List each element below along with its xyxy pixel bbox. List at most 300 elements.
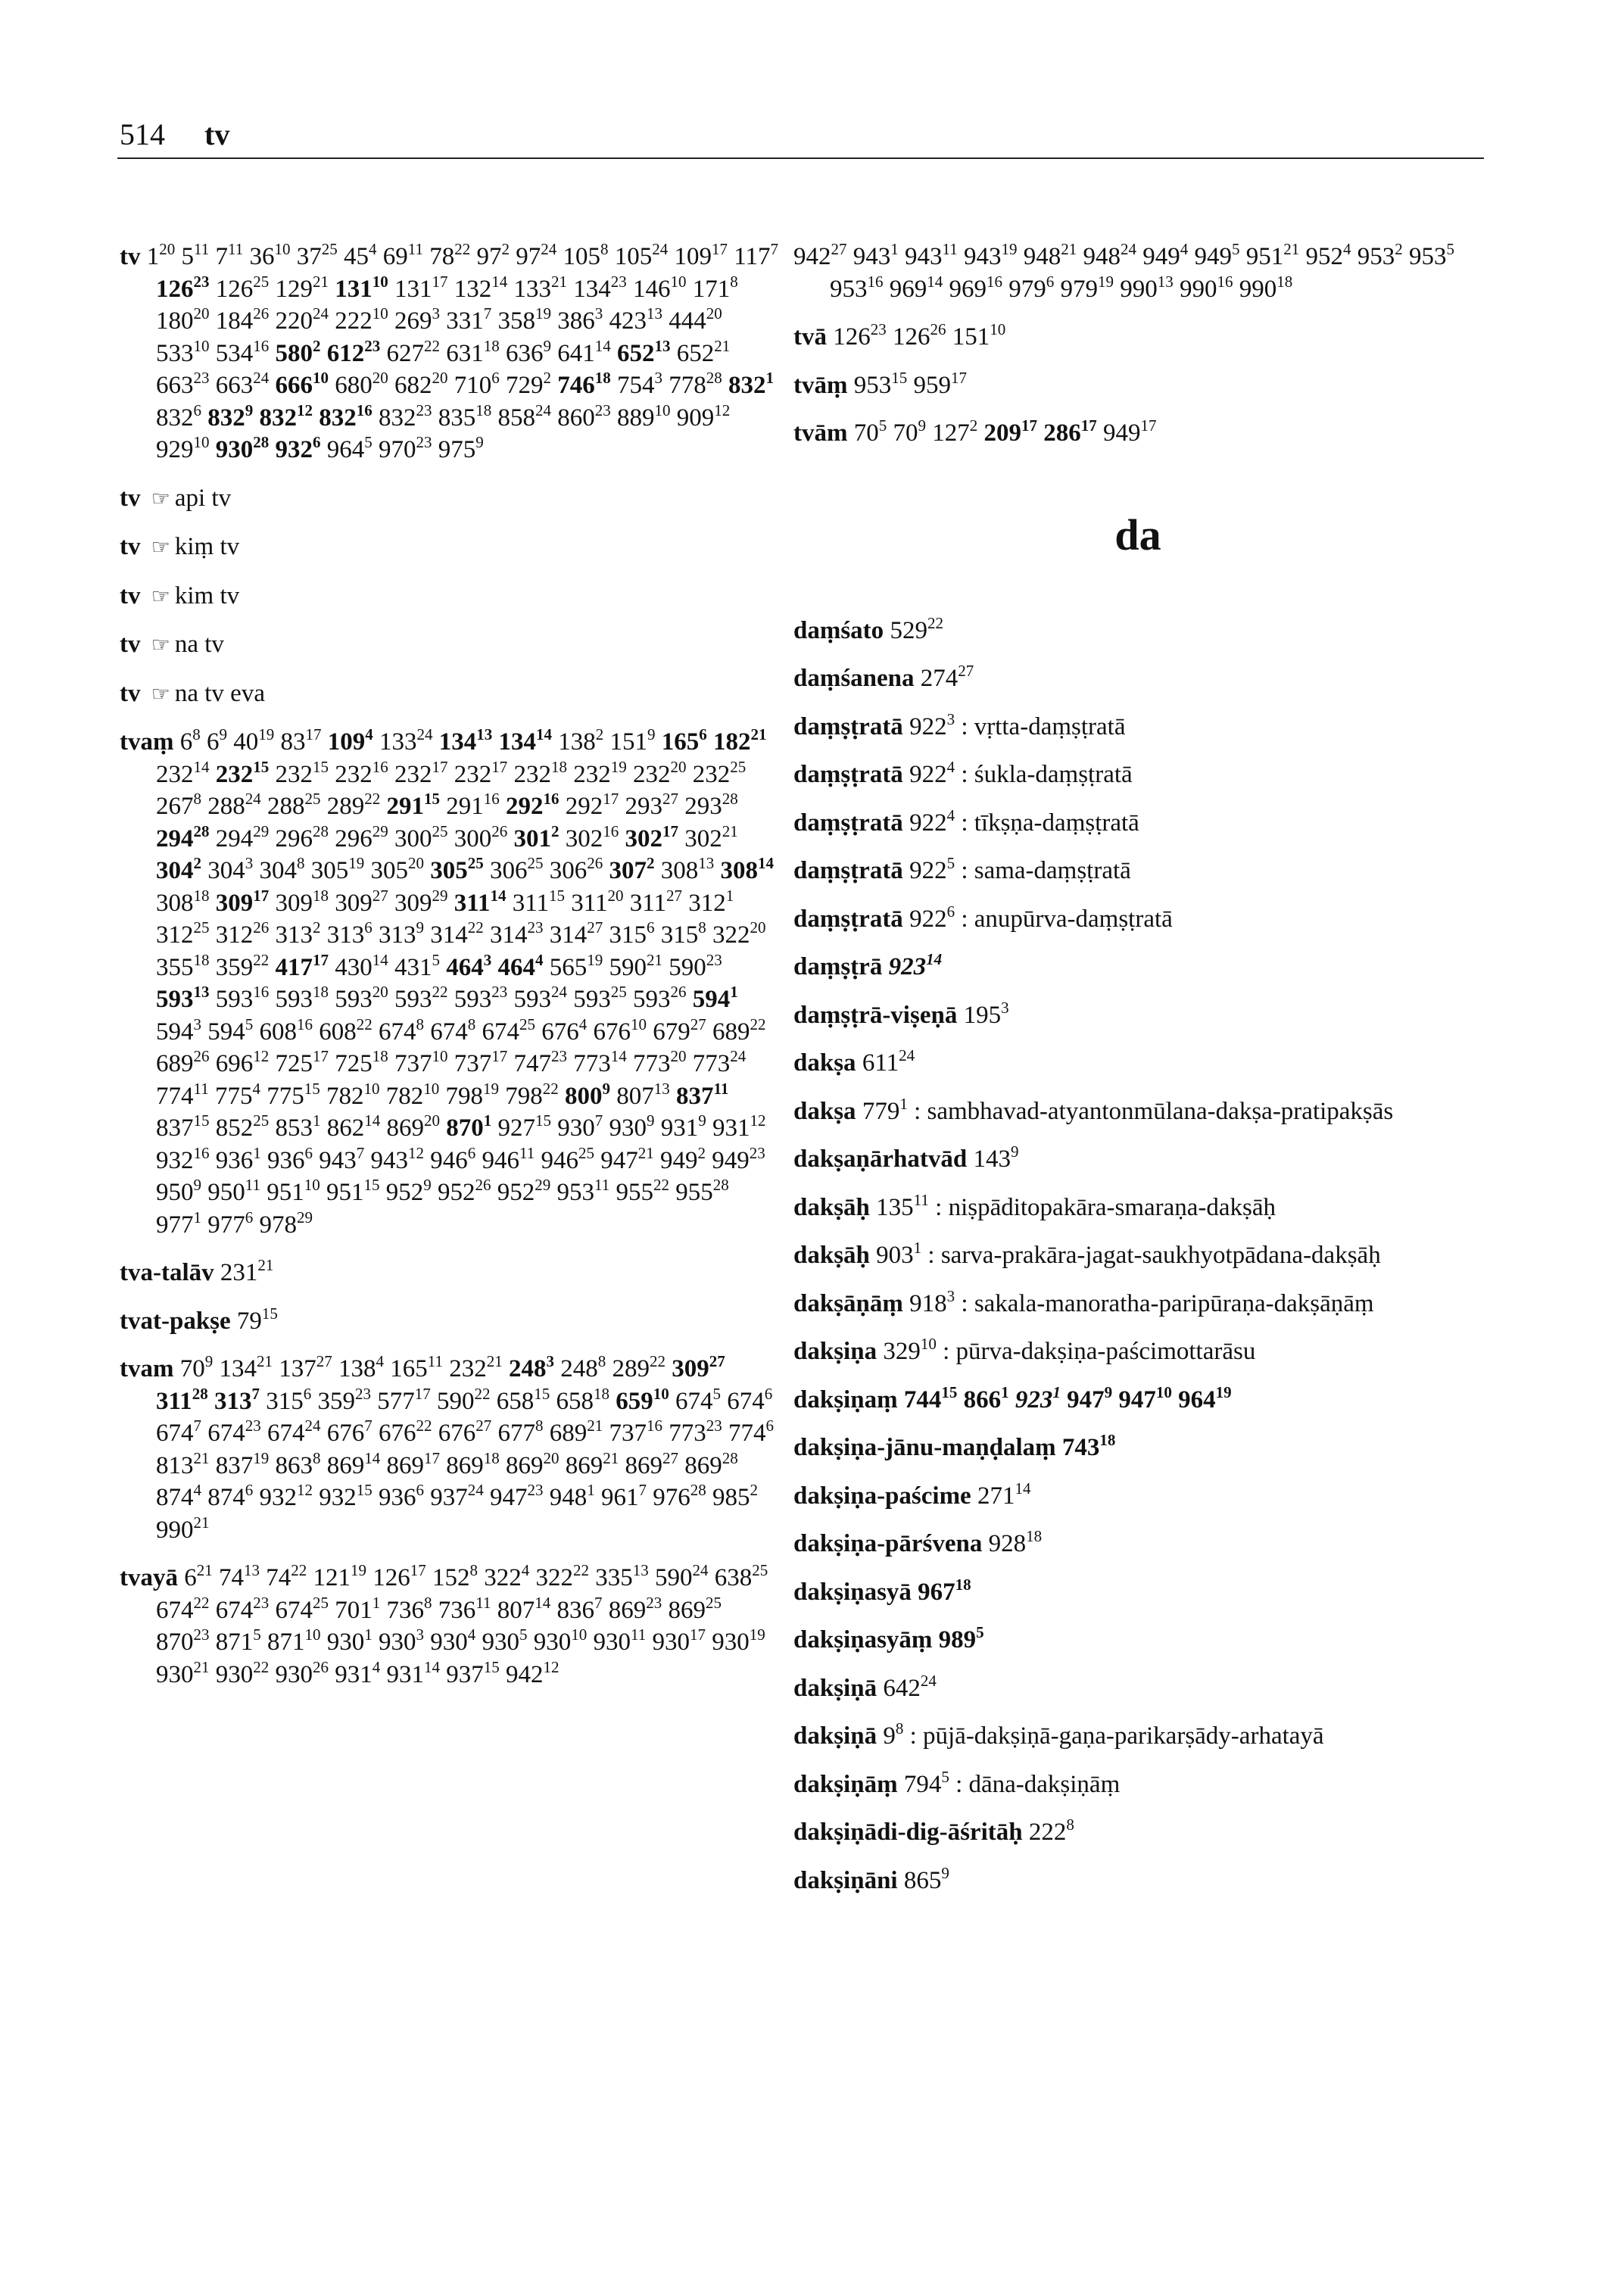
compound-gloss: tīkṣṇa-daṃṣṭratā bbox=[974, 809, 1139, 837]
page-reference: $70^9$ bbox=[893, 416, 926, 447]
section-heading-da: da bbox=[1114, 510, 1161, 559]
entry-headword: dakṣiṇāni bbox=[793, 1866, 898, 1894]
page-reference: $430^{14}$ bbox=[335, 950, 388, 981]
line-number: 17 bbox=[711, 240, 728, 258]
index-entry: dakṣa $779^1$ : sambhavad-atyantonmūlana-dakṣa-pratipakṣās bbox=[793, 1094, 1394, 1125]
line-number: 19 bbox=[253, 1448, 270, 1467]
line-number: 26 bbox=[587, 854, 603, 872]
line-number: 24 bbox=[467, 1481, 484, 1499]
page-reference: $138^2$ bbox=[558, 725, 604, 756]
page-reference: $953^{15}$ bbox=[853, 368, 908, 399]
page-reference: $930^{28}$ bbox=[215, 433, 270, 463]
right-column bbox=[793, 241, 1482, 1897]
index-entry bbox=[793, 1143, 1482, 1176]
index-entry: daṃṣṭratā $922^4$ : tīkṣṇa-daṃṣṭratā bbox=[793, 806, 1139, 837]
page-reference: $782^{10}$ bbox=[326, 1079, 380, 1110]
line-number: 4 bbox=[1180, 240, 1189, 258]
index-entry bbox=[120, 241, 778, 466]
page-reference: $594^5$ bbox=[207, 1015, 254, 1046]
page-reference: $889^{10}$ bbox=[617, 401, 671, 432]
line-number: 10 bbox=[423, 1079, 440, 1098]
compound-gloss: sama-daṃṣṭratā bbox=[974, 857, 1131, 884]
line-number: 17 bbox=[1021, 416, 1037, 435]
compound-gloss: śukla-daṃṣṭratā bbox=[974, 761, 1133, 788]
entry-headword: dakṣiṇasyā bbox=[793, 1578, 912, 1606]
line-number: 1 bbox=[913, 1239, 922, 1257]
page-reference: $676^7$ bbox=[326, 1417, 372, 1447]
page-reference: $863^8$ bbox=[275, 1448, 321, 1479]
page-reference: $977^6$ bbox=[207, 1208, 254, 1239]
line-number: 28 bbox=[706, 369, 722, 387]
line-number: 20 bbox=[670, 1047, 687, 1065]
page-reference: $961^7$ bbox=[601, 1481, 647, 1511]
line-number: 4 bbox=[368, 240, 377, 258]
page-reference: $737^{10}$ bbox=[394, 1047, 448, 1077]
line-number: 3 bbox=[432, 304, 440, 323]
page-reference: $267^8$ bbox=[156, 790, 201, 820]
page-reference: $322^{22}$ bbox=[535, 1561, 589, 1591]
page-reference: $314^{27}$ bbox=[549, 918, 603, 949]
line-number: 27 bbox=[662, 790, 678, 808]
cross-reference: na tv bbox=[174, 631, 224, 658]
index-entry bbox=[793, 951, 1482, 983]
page-reference: $612^{23}$ bbox=[326, 336, 381, 367]
page-reference: $663^{23}$ bbox=[156, 369, 210, 399]
line-number: 21 bbox=[256, 1352, 273, 1370]
line-number: 15 bbox=[363, 1176, 380, 1194]
line-number: 17 bbox=[950, 368, 967, 387]
line-number: 2 bbox=[313, 918, 321, 937]
page-reference: $248^3$ bbox=[508, 1352, 554, 1382]
page-reference: $953^{11}$ bbox=[556, 1176, 610, 1206]
index-entry bbox=[120, 726, 778, 1241]
line-number: 3 bbox=[946, 1286, 955, 1305]
page-reference: $773^{24}$ bbox=[692, 1047, 747, 1077]
page-reference: $950^9$ bbox=[156, 1176, 201, 1206]
page-reference: $852^{25}$ bbox=[215, 1111, 270, 1142]
page-reference: $127^2$ bbox=[932, 416, 978, 447]
page-reference: $747^{23}$ bbox=[513, 1047, 567, 1077]
page-reference: $152^8$ bbox=[432, 1561, 478, 1591]
line-number: 10 bbox=[670, 272, 687, 291]
page-reference: $593^{20}$ bbox=[335, 983, 388, 1013]
right-column-da bbox=[793, 615, 1482, 1897]
index-entry bbox=[793, 1432, 1482, 1464]
line-number: 9 bbox=[1104, 1382, 1113, 1401]
page-reference: $126^{25}$ bbox=[215, 272, 270, 303]
page-reference: $232^{15}$ bbox=[215, 757, 270, 788]
page-reference: $231^{21}$ bbox=[220, 1256, 274, 1286]
entry-headword: dakṣiṇāṃ bbox=[793, 1770, 898, 1798]
line-number: 1 bbox=[1052, 1382, 1061, 1401]
line-number: 22 bbox=[193, 1593, 210, 1612]
line-number: 11 bbox=[245, 1176, 260, 1194]
page-reference: $952^{26}$ bbox=[437, 1176, 491, 1206]
line-number: 7 bbox=[638, 1481, 647, 1499]
line-number: 19 bbox=[1215, 1382, 1232, 1401]
page-reference: $674^{24}$ bbox=[267, 1417, 321, 1447]
page-reference: $220^{24}$ bbox=[275, 304, 329, 335]
line-number: 11 bbox=[519, 1143, 535, 1162]
line-number: 5 bbox=[432, 950, 440, 969]
page-reference: $40^{19}$ bbox=[233, 725, 275, 756]
page-reference: $798^{19}$ bbox=[445, 1079, 499, 1110]
line-number: 11 bbox=[713, 1079, 729, 1098]
line-number: 10 bbox=[653, 1384, 669, 1403]
page-reference: $109^{17}$ bbox=[674, 240, 728, 270]
page-reference: $930^9$ bbox=[609, 1111, 655, 1142]
line-number: 28 bbox=[193, 821, 210, 840]
line-number: 17 bbox=[1140, 416, 1157, 435]
page-reference: $133^{24}$ bbox=[379, 725, 433, 756]
page-reference: $736^8$ bbox=[386, 1593, 432, 1624]
cross-reference: kiṃ tv bbox=[174, 533, 240, 560]
line-number: 23 bbox=[610, 272, 627, 291]
page-reference: $322^4$ bbox=[484, 1561, 530, 1591]
line-number: 8 bbox=[313, 1448, 321, 1467]
compound-gloss: niṣpāditopakāra-smaraṇa-dakṣāḥ bbox=[948, 1193, 1276, 1221]
page-reference: $305^{19}$ bbox=[310, 854, 365, 884]
page-reference: $952^{29}$ bbox=[497, 1176, 551, 1206]
page-reference: $677^8$ bbox=[497, 1417, 544, 1447]
left-column bbox=[120, 241, 778, 1691]
line-number: 14 bbox=[594, 336, 611, 355]
page-reference: $680^{20}$ bbox=[335, 369, 388, 399]
page-reference: $293^{28}$ bbox=[684, 790, 738, 820]
page-reference: $674^5$ bbox=[675, 1384, 721, 1415]
line-number: 8 bbox=[469, 1561, 478, 1579]
page-reference: $593^{13}$ bbox=[156, 983, 210, 1013]
page-number: 514 bbox=[120, 117, 165, 151]
page-reference: $674^8$ bbox=[430, 1015, 476, 1046]
line-number: 9 bbox=[543, 336, 551, 355]
line-number: 5 bbox=[941, 1767, 949, 1786]
page-reference: $959^{17}$ bbox=[913, 368, 967, 399]
page-reference: $948^{24}$ bbox=[1083, 240, 1136, 270]
entry-headword: tv bbox=[120, 679, 141, 707]
page-reference: $593^{24}$ bbox=[513, 983, 567, 1013]
index-entry bbox=[793, 615, 1482, 647]
line-number: 1 bbox=[765, 369, 774, 387]
page-reference: $869^{23}$ bbox=[608, 1593, 662, 1624]
page-reference: $930^{10}$ bbox=[533, 1625, 588, 1656]
entry-headword: dakṣa bbox=[793, 1097, 856, 1125]
line-number: 14 bbox=[193, 757, 210, 776]
line-number: 9 bbox=[475, 433, 484, 451]
page-reference: $312^{25}$ bbox=[156, 918, 210, 949]
page-reference: $232^{25}$ bbox=[692, 757, 747, 788]
page-reference: $642^{24}$ bbox=[883, 1671, 937, 1702]
index-entry: dakṣāṇāṃ $918^3$ : sakala-manoratha-paripūraṇa-dakṣāṇāṃ bbox=[793, 1286, 1374, 1317]
page-reference: $74^{13}$ bbox=[219, 1561, 260, 1591]
page-reference: $689^{21}$ bbox=[549, 1417, 603, 1447]
line-number: 4 bbox=[467, 1625, 476, 1644]
page-reference: $923^1$ bbox=[1015, 1382, 1061, 1413]
line-number: 18 bbox=[551, 757, 567, 776]
line-number: 4 bbox=[1342, 240, 1351, 258]
line-number: 7 bbox=[251, 1384, 260, 1403]
page-reference: $937^{24}$ bbox=[430, 1481, 484, 1511]
page-reference: $869^{14}$ bbox=[326, 1448, 381, 1479]
line-number: 14 bbox=[372, 950, 388, 969]
page-reference: $533^{10}$ bbox=[156, 336, 210, 367]
line-number: 18 bbox=[1026, 1527, 1043, 1545]
line-number: 6 bbox=[765, 1417, 774, 1435]
line-number: 25 bbox=[304, 790, 321, 808]
line-number: 21 bbox=[257, 1256, 274, 1274]
line-number: 16 bbox=[253, 336, 270, 355]
line-number: 17 bbox=[414, 1384, 431, 1403]
line-number: 17 bbox=[491, 1047, 508, 1065]
line-number: 23 bbox=[527, 1481, 544, 1499]
line-number: 2 bbox=[501, 240, 510, 258]
line-number: 9 bbox=[219, 725, 227, 743]
index-entry bbox=[793, 417, 1482, 450]
line-number: 28 bbox=[722, 790, 738, 808]
page-reference: $710^6$ bbox=[454, 369, 500, 399]
page-reference: $36^{10}$ bbox=[249, 240, 291, 270]
compound-gloss: pūjā-dakṣiṇā-gaṇa-parikarṣādy-arhatayā bbox=[923, 1722, 1324, 1750]
page-reference: $302^{17}$ bbox=[625, 821, 678, 852]
line-number: 22 bbox=[542, 1079, 559, 1098]
index-entry bbox=[793, 1576, 1482, 1609]
page-reference: $1^{20}$ bbox=[146, 240, 176, 270]
entry-headword: tva-talāv bbox=[120, 1259, 214, 1286]
page-reference: $869^{27}$ bbox=[625, 1448, 678, 1479]
page-reference: $679^{27}$ bbox=[653, 1015, 706, 1046]
index-entry bbox=[793, 1480, 1482, 1513]
page-reference: $946^{11}$ bbox=[482, 1143, 535, 1174]
line-number: 16 bbox=[867, 272, 884, 291]
page-reference: $126^{17}$ bbox=[372, 1561, 426, 1591]
line-number: 11 bbox=[193, 1079, 209, 1098]
page-reference: $950^{11}$ bbox=[207, 1176, 260, 1206]
page-reference: $969^{14}$ bbox=[889, 272, 943, 303]
page-reference: $312^{26}$ bbox=[215, 918, 270, 949]
line-number: 6 bbox=[764, 1384, 773, 1403]
page-reference: $184^{26}$ bbox=[215, 304, 270, 335]
page-reference: $359^{23}$ bbox=[317, 1384, 371, 1415]
page-reference: $837^{15}$ bbox=[156, 1111, 210, 1142]
line-number: 6 bbox=[313, 433, 321, 451]
line-number: 2 bbox=[969, 416, 978, 435]
line-number: 16 bbox=[372, 757, 388, 776]
line-number: 23 bbox=[594, 401, 611, 419]
line-number: 25 bbox=[253, 272, 270, 291]
index-entry bbox=[793, 321, 1482, 354]
entry-headword: daṃṣṭratā bbox=[793, 712, 903, 740]
line-number: 17 bbox=[313, 950, 329, 969]
line-number: 13 bbox=[193, 983, 210, 1001]
compound-gloss: dāna-dakṣiṇāṃ bbox=[968, 1770, 1121, 1798]
line-number: 24 bbox=[416, 725, 433, 743]
page-reference: $658^{18}$ bbox=[556, 1384, 609, 1415]
line-number: 21 bbox=[551, 272, 567, 291]
line-number: 27 bbox=[709, 1352, 725, 1370]
page-reference: $674^{23}$ bbox=[215, 1593, 270, 1624]
line-number: 14 bbox=[535, 1593, 551, 1612]
line-number: 28 bbox=[313, 821, 329, 840]
line-number: 12 bbox=[297, 1481, 313, 1499]
page-reference: $311^{20}$ bbox=[571, 886, 624, 917]
line-number: 9 bbox=[423, 1176, 432, 1194]
line-number: 24 bbox=[313, 304, 329, 323]
line-number: 24 bbox=[535, 401, 551, 419]
line-number: 24 bbox=[551, 983, 567, 1001]
line-number: 2 bbox=[697, 1143, 706, 1162]
line-number: 3 bbox=[416, 1625, 424, 1644]
page-reference: $143^9$ bbox=[973, 1142, 1019, 1173]
page-reference: $955^{22}$ bbox=[616, 1176, 669, 1206]
page-reference: $464^4$ bbox=[497, 950, 544, 981]
cross-reference: na tv eva bbox=[174, 679, 265, 707]
page-reference: $83^{17}$ bbox=[280, 725, 322, 756]
page-reference: $858^{24}$ bbox=[497, 401, 551, 432]
line-number: 11 bbox=[427, 1352, 443, 1370]
page-reference: $930^5$ bbox=[482, 1625, 528, 1656]
page-reference: $869^{25}$ bbox=[668, 1593, 722, 1624]
page-reference: $927^{15}$ bbox=[497, 1111, 551, 1142]
page-reference: $778^{28}$ bbox=[669, 369, 722, 399]
page-reference: $594^1$ bbox=[692, 983, 738, 1013]
page-reference: $870^1$ bbox=[446, 1111, 492, 1142]
page-reference: $311^{15}$ bbox=[512, 886, 565, 917]
page-reference: $948^1$ bbox=[549, 1481, 595, 1511]
entry-headword: dakṣiṇādi-dig-āśritāḥ bbox=[793, 1819, 1023, 1846]
line-number: 19 bbox=[749, 1625, 765, 1644]
page-reference: $936^6$ bbox=[267, 1143, 313, 1174]
line-number: 18 bbox=[483, 1448, 500, 1467]
page-reference: $355^{18}$ bbox=[156, 950, 210, 981]
line-number: 13 bbox=[476, 725, 493, 743]
running-head bbox=[120, 112, 1482, 157]
page-reference: $135^{11}$ bbox=[876, 1190, 929, 1221]
line-number: 24 bbox=[304, 1417, 321, 1435]
line-number: 21 bbox=[714, 336, 731, 355]
line-number: 6 bbox=[647, 918, 655, 937]
line-number: 20 bbox=[706, 304, 722, 323]
page-reference: $676^4$ bbox=[541, 1015, 588, 1046]
line-number: 10 bbox=[304, 1625, 321, 1644]
entry-headword: daṃśato bbox=[793, 616, 884, 644]
line-number: 2 bbox=[750, 1481, 758, 1499]
line-number: 17 bbox=[305, 725, 322, 743]
line-number: 19 bbox=[258, 725, 275, 743]
page-reference: $431^5$ bbox=[394, 950, 440, 981]
line-number: 2 bbox=[595, 725, 604, 743]
line-number: 4 bbox=[193, 1481, 201, 1499]
line-number: 16 bbox=[483, 790, 500, 808]
line-number: 17 bbox=[410, 1561, 426, 1579]
index-entry bbox=[793, 1865, 1482, 1897]
page-reference: $853^1$ bbox=[275, 1111, 321, 1142]
page-reference: $832^{12}$ bbox=[259, 401, 313, 432]
page-reference: $942^{12}$ bbox=[506, 1657, 560, 1688]
page-reference: $291^{16}$ bbox=[446, 790, 500, 820]
line-number: 9 bbox=[204, 1352, 214, 1370]
line-number: 14 bbox=[610, 1047, 627, 1065]
page-reference: $274^{27}$ bbox=[920, 662, 974, 692]
page-reference: $930^3$ bbox=[379, 1625, 424, 1656]
page-reference: $593^{22}$ bbox=[394, 983, 448, 1013]
page-reference: $932^{12}$ bbox=[259, 1481, 313, 1511]
line-number: 23 bbox=[706, 950, 722, 969]
page-reference: $289^{22}$ bbox=[326, 790, 381, 820]
line-number: 18 bbox=[193, 950, 210, 969]
line-number: 14 bbox=[364, 1448, 381, 1467]
line-number: 10 bbox=[304, 1176, 320, 1194]
page-reference: $129^{21}$ bbox=[275, 272, 329, 303]
page-reference: $949^{23}$ bbox=[712, 1143, 765, 1174]
page-reference: $117^7$ bbox=[734, 240, 778, 270]
page-reference: $627^{22}$ bbox=[386, 336, 440, 367]
page-reference: $97^2$ bbox=[476, 240, 510, 270]
line-number: 21 bbox=[647, 950, 662, 969]
line-number: 16 bbox=[1217, 272, 1233, 291]
page-reference: $930^4$ bbox=[430, 1625, 476, 1656]
line-number: 23 bbox=[416, 433, 432, 451]
page-reference: $936^6$ bbox=[379, 1481, 424, 1511]
line-number: 9 bbox=[245, 401, 254, 419]
page-reference: $9^8$ bbox=[883, 1719, 904, 1750]
page-reference: $306^{26}$ bbox=[549, 854, 603, 884]
entry-headword: daṃṣṭrā-viṣeṇā bbox=[793, 1001, 958, 1029]
page-reference: $652^{13}$ bbox=[617, 336, 671, 367]
line-number: 3 bbox=[193, 1015, 201, 1033]
page-reference: $725^{18}$ bbox=[335, 1047, 388, 1077]
page-reference: $975^9$ bbox=[438, 433, 484, 463]
page-reference: $701^1$ bbox=[335, 1593, 381, 1624]
line-number: 28 bbox=[722, 1448, 738, 1467]
line-number: 11 bbox=[594, 1176, 610, 1194]
line-number: 23 bbox=[416, 401, 432, 419]
page-reference: $134^{21}$ bbox=[219, 1352, 273, 1382]
page-reference: $798^{22}$ bbox=[505, 1079, 559, 1110]
line-number: 23 bbox=[193, 272, 210, 291]
page-reference: $953^2$ bbox=[1357, 240, 1403, 270]
page-reference: $813^{21}$ bbox=[156, 1448, 210, 1479]
line-number: 1 bbox=[483, 1111, 492, 1130]
line-number: 29 bbox=[253, 821, 270, 840]
line-number: 13 bbox=[654, 336, 671, 355]
page-reference: $929^{10}$ bbox=[156, 433, 210, 463]
page-reference: $131^{10}$ bbox=[335, 272, 388, 303]
page-reference: $288^{24}$ bbox=[207, 790, 261, 820]
page-reference: $631^{18}$ bbox=[446, 336, 500, 367]
page-reference: $126^{23}$ bbox=[156, 272, 210, 303]
index-entry bbox=[793, 662, 1482, 695]
line-number: 8 bbox=[698, 918, 706, 937]
page-reference: $743^{18}$ bbox=[1061, 1431, 1116, 1461]
page-reference: $874^6$ bbox=[207, 1481, 254, 1511]
page-reference: $869^{21}$ bbox=[565, 1448, 619, 1479]
entry-headword: tvam bbox=[120, 1355, 174, 1382]
index-entry bbox=[793, 1047, 1482, 1080]
page-reference: $832^{16}$ bbox=[319, 401, 372, 432]
line-number: 7 bbox=[483, 304, 492, 323]
line-number: 24 bbox=[920, 1671, 937, 1690]
page-reference: $444^{20}$ bbox=[669, 304, 722, 335]
compound-gloss: anupūrva-daṃṣṭratā bbox=[974, 905, 1173, 933]
line-number: 22 bbox=[291, 1561, 307, 1579]
line-number: 11 bbox=[631, 1625, 647, 1644]
page-reference: $754^3$ bbox=[617, 369, 662, 399]
line-number: 25 bbox=[519, 1015, 535, 1033]
page-reference: $942^{27}$ bbox=[793, 240, 847, 270]
line-number: 17 bbox=[662, 821, 678, 840]
index-entry: daṃṣṭratā $922^4$ : śukla-daṃṣṭratā bbox=[793, 758, 1133, 788]
line-number: 1 bbox=[725, 886, 734, 905]
